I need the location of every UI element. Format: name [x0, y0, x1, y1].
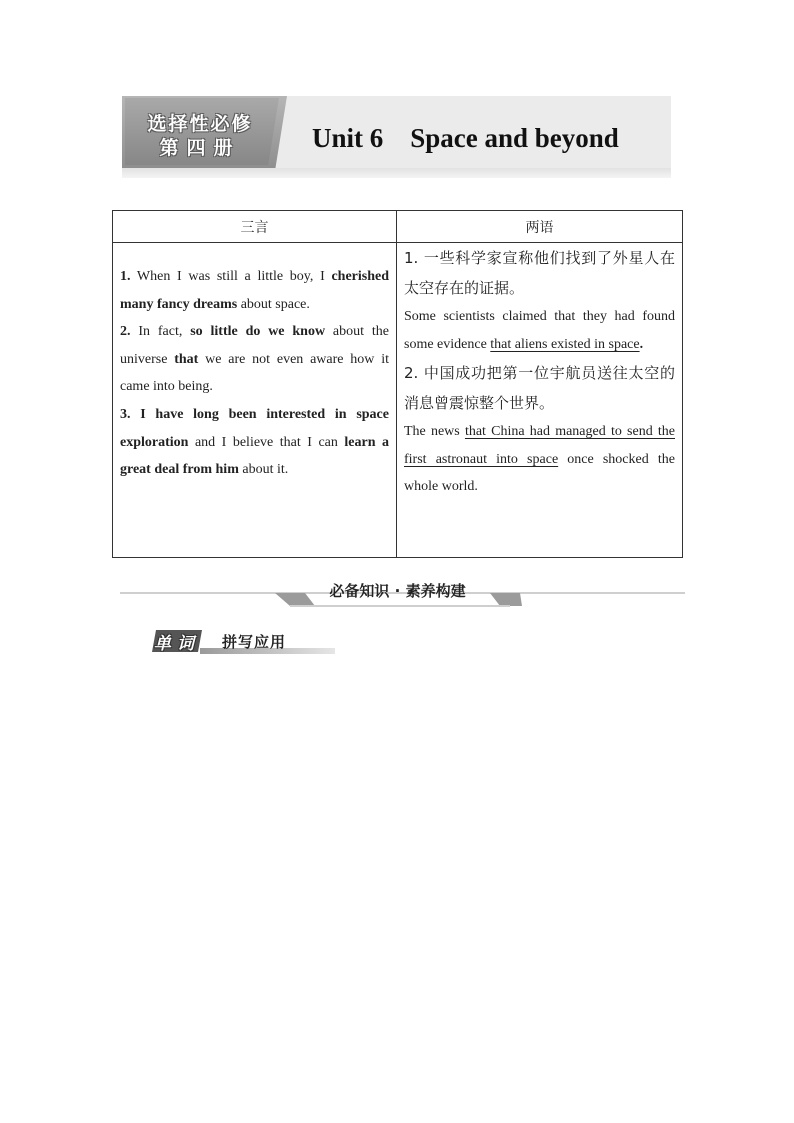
- answer-text: The news: [404, 424, 465, 440]
- key-phrase: learn a great deal from him: [120, 434, 389, 478]
- sentence-text: When I was still a little boy, I: [130, 269, 332, 284]
- banner-shadow: [122, 168, 671, 178]
- answer-text: Some scientists claimed that they had found some evidence: [404, 309, 675, 352]
- section-title: 必备知识 · 素养构建: [329, 582, 466, 600]
- sentence-text: we are not even aware how it came into being.: [120, 351, 389, 395]
- sentence-text: about the universe: [120, 324, 389, 367]
- answer-text: .: [639, 336, 644, 352]
- sentence-number: 3.: [120, 406, 131, 422]
- translation-answer-1: [404, 303, 675, 358]
- book-volume-line1: 选择性必修: [147, 113, 253, 135]
- translation-prompt-2: 2. 中国成功把第一位宇航员送往太空的消息曾震惊整个世界。: [404, 364, 675, 413]
- phrases-table: [112, 210, 683, 558]
- sentence-text: about it.: [238, 462, 289, 478]
- unit-title: Unit 6 Space and beyond: [312, 123, 619, 153]
- sentence-text: In fact,: [130, 324, 191, 340]
- answer-underlined: that aliens existed in space: [490, 336, 640, 352]
- sentence-number: 1.: [120, 269, 131, 284]
- answer-text: once shocked the whole world.: [404, 451, 675, 495]
- column-header-right: 两语: [397, 211, 683, 243]
- left-sentences-cell: [113, 243, 397, 558]
- translation-answer-2: [404, 418, 675, 501]
- left-sentence-2: [120, 318, 389, 401]
- key-phrase: I have long been interested in space exploration: [120, 406, 389, 450]
- book-volume-line2: 第四册: [159, 137, 241, 159]
- vocab-badge-text: 单词: [154, 634, 200, 654]
- sentence-text: and I believe that I can: [188, 434, 345, 450]
- right-translations-cell: [397, 243, 683, 558]
- sentence-number: 2.: [120, 324, 131, 340]
- key-phrase: cherished many fancy dreams: [120, 269, 389, 312]
- column-header-left: 三言: [113, 211, 397, 243]
- key-phrase: that: [174, 351, 199, 367]
- left-sentence-1: [120, 263, 389, 318]
- translation-prompt-1: 1. 一些科学家宣称他们找到了外星人在太空存在的证据。: [404, 249, 675, 297]
- key-phrase: so little do we know: [190, 324, 326, 340]
- left-sentence-3: [120, 401, 389, 484]
- answer-underlined: that China had managed to send the first astronaut into space: [404, 424, 675, 467]
- sub-section-title: 拼写应用: [222, 633, 287, 651]
- sentence-text: about space.: [237, 296, 310, 312]
